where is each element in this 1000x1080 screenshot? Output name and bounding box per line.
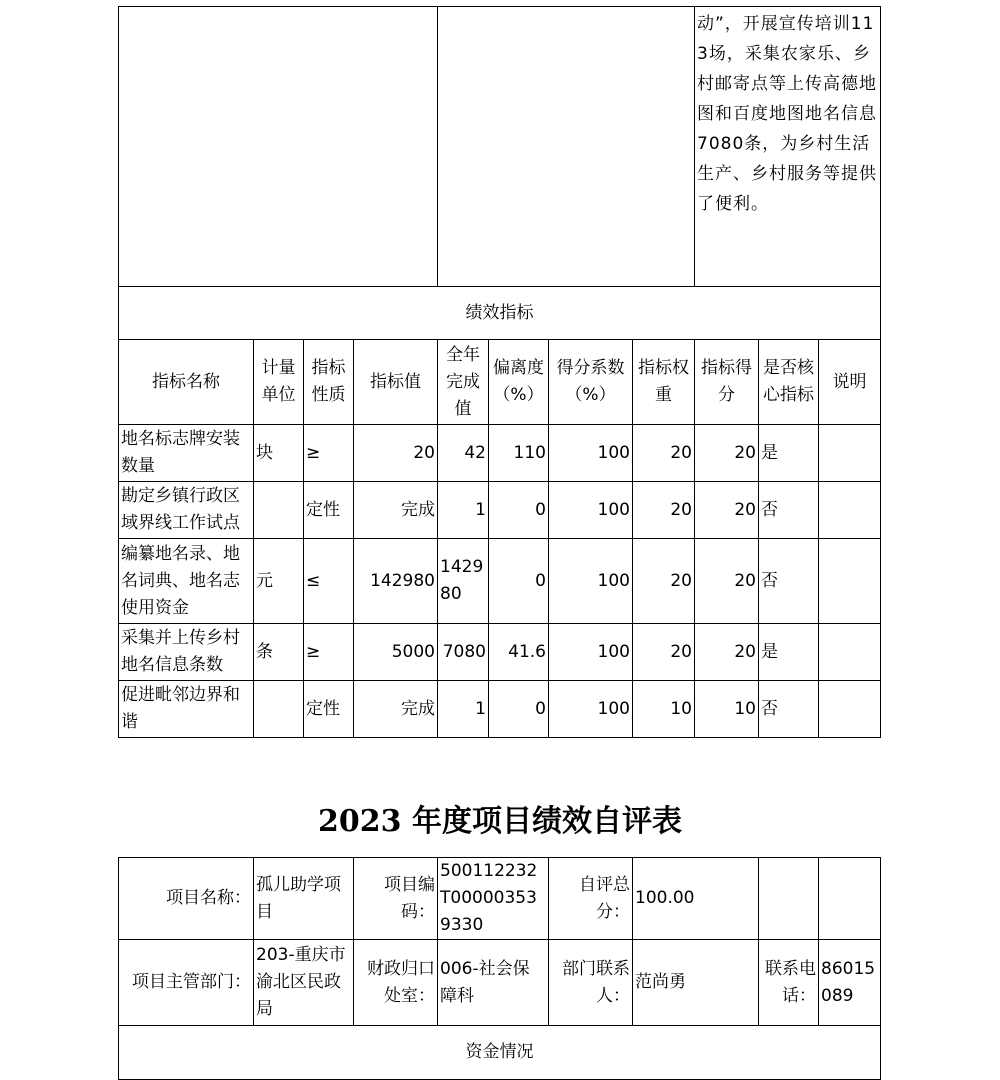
indicator-unit bbox=[254, 482, 304, 539]
performance-section-title: 绩效指标 bbox=[119, 287, 881, 340]
header-core: 是否核心指标 bbox=[759, 340, 819, 425]
indicator-score: 20 bbox=[695, 539, 759, 624]
indicator-deviation: 0 bbox=[489, 482, 549, 539]
indicator-core: 否 bbox=[759, 482, 819, 539]
narrative-row bbox=[119, 7, 881, 287]
indicator-unit: 块 bbox=[254, 425, 304, 482]
indicator-deviation: 0 bbox=[489, 539, 549, 624]
indicator-coefficient: 100 bbox=[549, 681, 633, 738]
project-row-1 bbox=[119, 858, 881, 940]
self-score-value: 100.00 bbox=[633, 858, 759, 940]
indicator-core: 否 bbox=[759, 681, 819, 738]
indicator-deviation: 0 bbox=[489, 681, 549, 738]
indicator-weight: 20 bbox=[633, 624, 695, 681]
project-name-value: 孤儿助学项目 bbox=[254, 858, 354, 940]
indicator-coefficient: 100 bbox=[549, 425, 633, 482]
indicator-target: 142980 bbox=[354, 539, 438, 624]
indicator-nature: 定性 bbox=[304, 681, 354, 738]
funds-section-title: 资金情况 bbox=[119, 1026, 881, 1080]
contact-value: 范尚勇 bbox=[633, 940, 759, 1026]
indicator-target: 完成 bbox=[354, 482, 438, 539]
funds-title-row bbox=[119, 1026, 881, 1080]
indicator-target: 20 bbox=[354, 425, 438, 482]
header-nature: 指标性质 bbox=[304, 340, 354, 425]
indicator-note bbox=[819, 482, 881, 539]
indicator-coefficient: 100 bbox=[549, 482, 633, 539]
table-row bbox=[119, 425, 881, 482]
indicator-note bbox=[819, 624, 881, 681]
indicator-name: 采集并上传乡村地名信息条数 bbox=[119, 624, 254, 681]
project-info-table bbox=[118, 857, 881, 1080]
header-note: 说明 bbox=[819, 340, 881, 425]
indicator-weight: 20 bbox=[633, 539, 695, 624]
indicator-weight: 20 bbox=[633, 482, 695, 539]
header-coefficient: 得分系数（%） bbox=[549, 340, 633, 425]
dept-label: 项目主管部门： bbox=[119, 940, 254, 1026]
indicator-actual: 7080 bbox=[438, 624, 489, 681]
indicator-score: 20 bbox=[695, 425, 759, 482]
header-indicator-name: 指标名称 bbox=[119, 340, 254, 425]
header-row bbox=[119, 340, 881, 425]
indicator-name: 促进毗邻边界和谐 bbox=[119, 681, 254, 738]
header-deviation: 偏离度（%） bbox=[489, 340, 549, 425]
indicator-coefficient: 100 bbox=[549, 624, 633, 681]
indicator-target: 完成 bbox=[354, 681, 438, 738]
indicator-name: 编纂地名录、地名词典、地名志使用资金 bbox=[119, 539, 254, 624]
indicator-weight: 20 bbox=[633, 425, 695, 482]
indicator-core: 是 bbox=[759, 624, 819, 681]
indicator-actual: 142980 bbox=[438, 539, 489, 624]
indicator-actual: 42 bbox=[438, 425, 489, 482]
empty-cell bbox=[759, 858, 819, 940]
indicator-name: 地名标志牌安装数量 bbox=[119, 425, 254, 482]
section-title-row bbox=[119, 287, 881, 340]
indicator-coefficient: 100 bbox=[549, 539, 633, 624]
indicator-nature: ≤ bbox=[304, 539, 354, 624]
indicator-unit bbox=[254, 681, 304, 738]
indicator-unit: 条 bbox=[254, 624, 304, 681]
phone-value: 86015089 bbox=[819, 940, 881, 1026]
indicator-score: 10 bbox=[695, 681, 759, 738]
performance-table bbox=[118, 6, 881, 738]
indicator-actual: 1 bbox=[438, 681, 489, 738]
phone-label: 联系电话： bbox=[759, 940, 819, 1026]
narrative-cell: 动”，开展宣传培训113场，采集农家乐、乡村邮寄点等上传高德地图和百度地图地名信息7080条，为乡村生活生产、乡村服务等提供了便利。 bbox=[695, 7, 881, 287]
indicator-nature: 定性 bbox=[304, 482, 354, 539]
indicator-note bbox=[819, 681, 881, 738]
indicator-score: 20 bbox=[695, 482, 759, 539]
project-row-2 bbox=[119, 940, 881, 1026]
indicator-note bbox=[819, 539, 881, 624]
table-row bbox=[119, 681, 881, 738]
indicator-nature: ≥ bbox=[304, 624, 354, 681]
indicator-nature: ≥ bbox=[304, 425, 354, 482]
header-target: 指标值 bbox=[354, 340, 438, 425]
indicator-core: 否 bbox=[759, 539, 819, 624]
indicator-unit: 元 bbox=[254, 539, 304, 624]
indicator-core: 是 bbox=[759, 425, 819, 482]
header-score: 指标得分 bbox=[695, 340, 759, 425]
table-row bbox=[119, 482, 881, 539]
header-unit: 计量单位 bbox=[254, 340, 304, 425]
indicator-score: 20 bbox=[695, 624, 759, 681]
project-code-value: 500112232T000003539330 bbox=[438, 858, 549, 940]
project-name-label: 项目名称： bbox=[119, 858, 254, 940]
header-weight: 指标权重 bbox=[633, 340, 695, 425]
project-code-label: 项目编码： bbox=[354, 858, 438, 940]
self-score-label: 自评总分： bbox=[549, 858, 633, 940]
contact-label: 部门联系人： bbox=[549, 940, 633, 1026]
indicator-weight: 10 bbox=[633, 681, 695, 738]
indicator-target: 5000 bbox=[354, 624, 438, 681]
table-row bbox=[119, 624, 881, 681]
indicator-name: 勘定乡镇行政区域界线工作试点 bbox=[119, 482, 254, 539]
finance-office-value: 006-社会保障科 bbox=[438, 940, 549, 1026]
narrative-empty-cell bbox=[438, 7, 695, 287]
indicator-actual: 1 bbox=[438, 482, 489, 539]
finance-office-label: 财政归口处室： bbox=[354, 940, 438, 1026]
page-title: 2023 年度项目绩效自评表 bbox=[318, 804, 682, 839]
indicator-deviation: 110 bbox=[489, 425, 549, 482]
empty-cell bbox=[819, 858, 881, 940]
indicator-note bbox=[819, 425, 881, 482]
table-row bbox=[119, 539, 881, 624]
header-actual: 全年完成值 bbox=[438, 340, 489, 425]
dept-value: 203-重庆市渝北区民政局 bbox=[254, 940, 354, 1026]
indicator-deviation: 41.6 bbox=[489, 624, 549, 681]
narrative-empty-cell bbox=[119, 7, 438, 287]
